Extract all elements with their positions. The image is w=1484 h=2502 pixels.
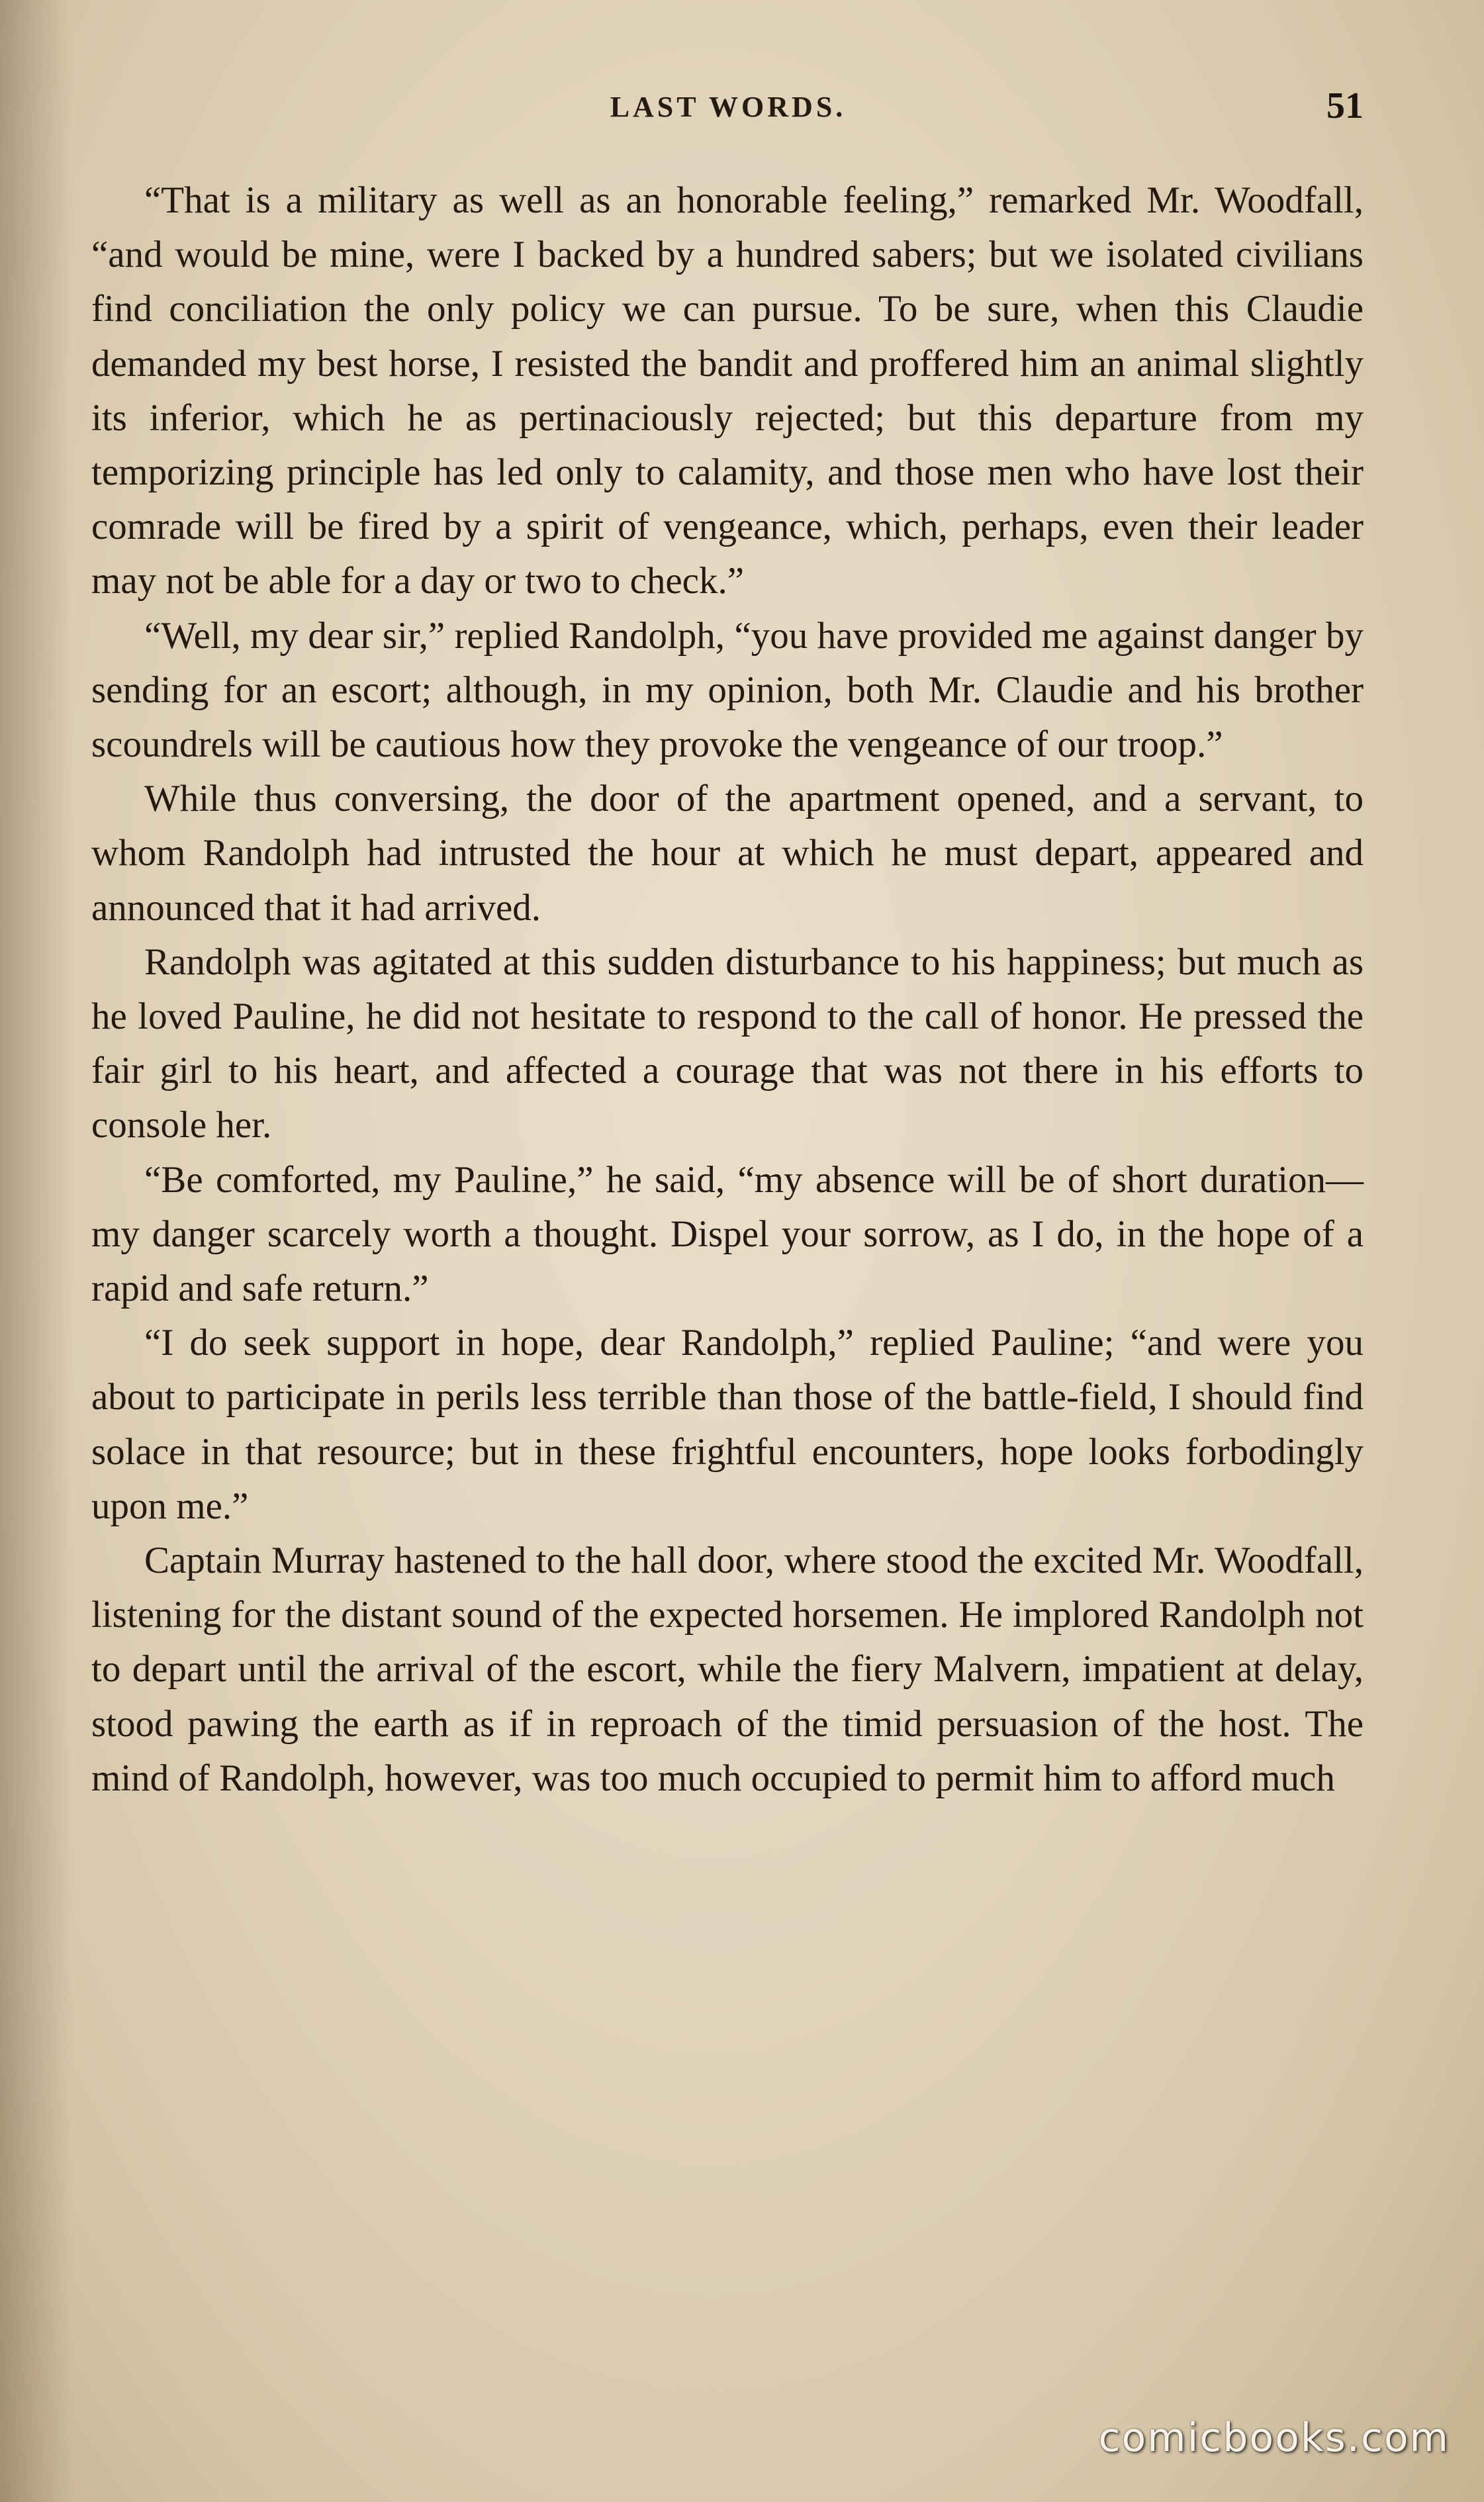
running-head: LAST WORDS.: [610, 91, 847, 123]
paragraph: While thus conversing, the door of the apartment opened, and a servant, to whom Randolph had intrusted the hour at which he must depart, appeared and announced that it had arrived.: [91, 778, 1364, 929]
paragraph: Randolph was agitated at this sudden disturbance to his happiness; but much as he loved Pauline, he did not hesitate to respond to the call of honor. He pressed the fair girl to his heart, and affected a courage that was not there in his efforts to console her.: [91, 941, 1364, 1146]
page-number: 51: [1326, 85, 1364, 126]
paragraph: “I do seek support in hope, dear Randolph,” replied Pauline; “and were you about to participate in perils less terrible than those of the battle-field, I should find solace in that resource; but in these frightful encounters, hope looks forbodingly upon me.”: [91, 1322, 1364, 1527]
paragraph: Captain Murray hastened to the hall door, where stood the excited Mr. Woodfall, listening for the distant sound of the expected horsemen. He implored Randolph not to depart until the arrival of the escort, while the fiery Malvern, impatient at delay, stood pawing the earth as if in reproach of the timid persuasion of the host. The mind of Randolph, however, was too much occupied to permit him to afford much: [91, 1540, 1364, 1799]
body-text: [91, 173, 1364, 1806]
page-header: [93, 78, 1364, 138]
paragraph: “That is a military as well as an honorable feeling,” remarked Mr. Woodfall, “and would be mine, were I backed by a hundred sabers; but we isolated civilians find conciliation the only policy we can pursue. To be sure, when this Claudie demanded my best horse, I resisted the bandit and proffered him an animal slightly its inferior, which he as pertinaciously rejected; but this departure from my temporizing principle has led only to calamity, and those men who have lost their comrade will be fired by a spirit of vengeance, which, perhaps, even their leader may not be able for a day or two to check.”: [91, 179, 1364, 602]
paragraph: “Be comforted, my Pauline,” he said, “my absence will be of short duration—my danger scarcely worth a thought. Dispel your sorrow, as I do, in the hope of a rapid and safe return.”: [91, 1158, 1364, 1310]
site-watermark: comicbooks.com: [1098, 2415, 1450, 2461]
page-gutter-shadow: [0, 0, 73, 2502]
paragraph: “Well, my dear sir,” replied Randolph, “you have provided me against danger by sending for an escort; although, in my opinion, both Mr. Claudie and his brother scoundrels will be cautious how they provoke the vengeance of our troop.”: [91, 614, 1364, 766]
